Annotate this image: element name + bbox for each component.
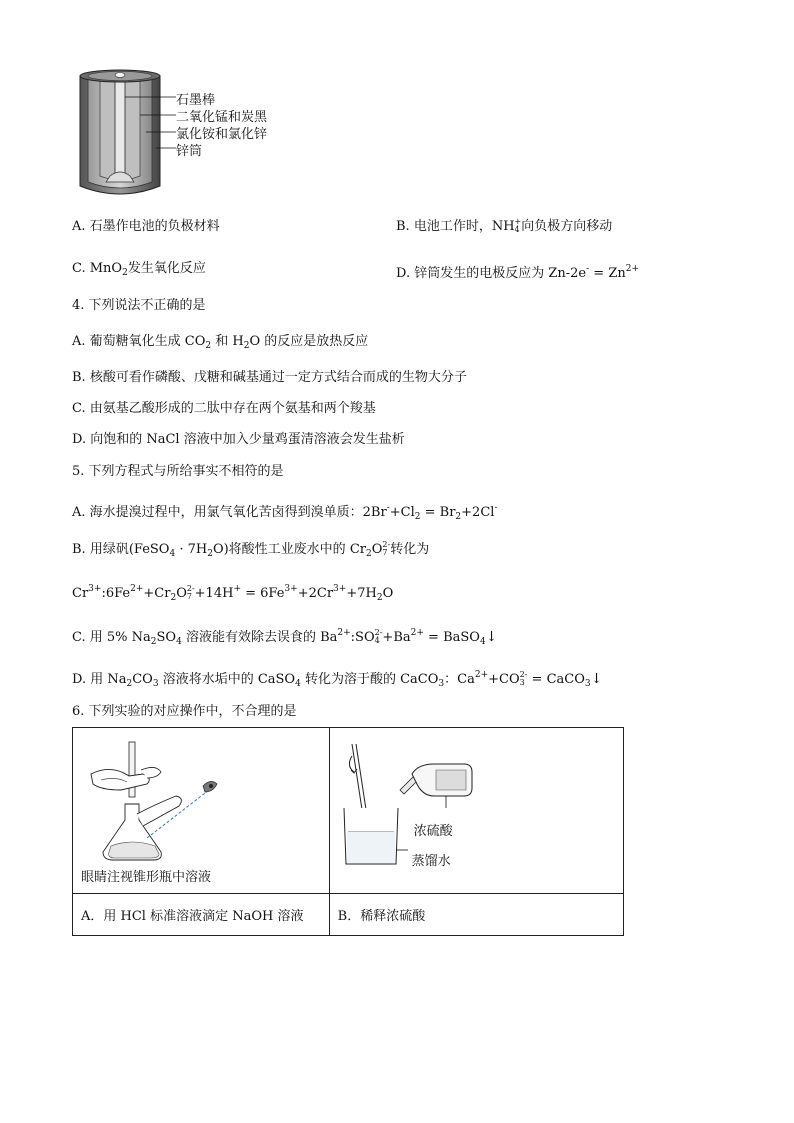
q5-b-sub3: 2 <box>365 549 372 559</box>
q5-d-ion-sup: 2- <box>519 670 528 679</box>
q5-d-t7: = CaCO <box>527 672 585 687</box>
q6-cell-a-figure <box>73 728 330 894</box>
q3-b-sub: 4 <box>514 225 520 234</box>
q5-b2-t8: +7H <box>346 586 377 601</box>
q5-d-ion-sub: 3 <box>519 678 525 687</box>
q6-option-a: A．用 HCl 标准溶液滴定 NaOH 溶液 <box>81 909 304 924</box>
q4-a-post: O 的反应是放热反应 <box>249 334 369 349</box>
q5-b-sub2: 2 <box>207 549 213 559</box>
battery-label-zinc: 锌筒 <box>176 144 203 159</box>
q5-a-sub1: 2 <box>414 512 421 522</box>
q4-a-sub1: 2 <box>205 341 212 351</box>
precipitate-arrow-icon: ↓ <box>590 671 603 687</box>
q5-b2-t3: +Cr <box>143 586 171 601</box>
q6-table <box>72 727 624 936</box>
q5-d-t6: +CO <box>488 672 520 687</box>
q5-c-ion-sup: 2- <box>374 628 383 637</box>
q3-d-sup2: 2+ <box>625 264 640 274</box>
q6-label-distilled-water: 蒸馏水 <box>411 854 451 869</box>
q4-a-sub2: 2 <box>243 341 250 351</box>
battery-label-mno2: 二氧化锰和炭黑 <box>176 110 268 125</box>
q3-c-sub: 2 <box>122 268 128 278</box>
q5-d-sub1: 2 <box>126 679 133 689</box>
q3-b-post: 向负极方向移动 <box>521 219 613 234</box>
q5-c-t6: = BaSO <box>423 630 480 645</box>
q6-option-b: B．稀释浓硫酸 <box>337 909 426 924</box>
q4-option-d: D. 向饱和的 NaCl 溶液中加入少量鸡蛋清溶液会发生盐析 <box>72 432 405 447</box>
q6-cell-a-caption: 眼睛注视锥形瓶中溶液 <box>81 870 212 885</box>
q6-label-conc-sulfuric: 浓硫酸 <box>413 824 453 839</box>
battery-label-graphite: 石墨棒 <box>176 93 216 108</box>
q5-c-sub3: 4 <box>479 637 486 647</box>
q5-a-sup1: - <box>386 503 390 513</box>
q5-b2-t1: Cr <box>72 586 89 601</box>
q5-b-t2: · 7H <box>175 542 208 557</box>
titration-diagram <box>81 734 231 864</box>
q5-b2-sub2: 2 <box>376 593 383 603</box>
q5-a-sup2: - <box>494 503 498 513</box>
q5-option-a <box>72 499 497 526</box>
q5-c-t5: +Ba <box>382 630 411 645</box>
q6-cell-b-label <box>329 894 623 936</box>
q4-option-c: C. 由氨基乙酸形成的二肽中存在两个氨基和两个羧基 <box>72 401 376 416</box>
q5-a-t3: = Br <box>420 505 456 520</box>
precipitate-arrow-icon: ↓ <box>485 629 498 645</box>
q5-b-sub1: 4 <box>169 549 176 559</box>
q5-option-b-equation <box>72 580 393 607</box>
q5-d-t5: ：Ca <box>444 672 475 687</box>
q3-c-post: 发生氧化反应 <box>127 261 206 276</box>
q5-c-sup2: 2+ <box>410 628 424 638</box>
q4-a-mid: 和 H <box>211 334 244 349</box>
battery-labels <box>176 92 267 160</box>
q3-c-text: C. MnO <box>72 261 123 276</box>
q5-c-sup1: 2+ <box>337 628 351 638</box>
q4-option-a <box>72 333 368 355</box>
q3-d-sup1: - <box>586 264 590 274</box>
q5-b-t4: O <box>371 542 383 557</box>
q5-d-sub2: 3 <box>152 679 159 689</box>
q5-b2-t5: +14H <box>194 586 234 601</box>
q3-option-a: A. 石墨作电池的负极材料 <box>72 219 220 234</box>
q5-a-t2: +Cl <box>389 505 415 520</box>
q5-d-t3: 溶液将水垢中的 CaSO <box>158 672 296 687</box>
q6-cell-b-figure <box>329 728 623 894</box>
q5-d-sub5: 3 <box>584 679 591 689</box>
q5-c-ion-sub: 4 <box>374 636 380 645</box>
q3-option-d <box>396 260 639 283</box>
q5-b2-ion-sup: 2- <box>186 584 195 593</box>
q5-b2-t9: O <box>382 586 394 601</box>
q5-b2-sup2: 2+ <box>130 584 144 594</box>
q3-option-c <box>72 260 206 282</box>
q4-option-b: B. 核酸可看作磷酸、戊糖和碱基通过一定方式结合而成的生物大分子 <box>72 370 467 385</box>
battery-diagram <box>70 64 180 204</box>
q5-d-sub4: 3 <box>438 679 445 689</box>
q5-d-sup1: 2+ <box>474 670 489 680</box>
q5-b-text: B. 用绿矾(FeSO <box>72 542 170 557</box>
q5-a-t4: +2Cl <box>461 505 495 520</box>
battery-label-nh4cl: 氯化铵和氯化锌 <box>176 127 268 142</box>
q5-b2-t7: +2Cr <box>297 586 334 601</box>
q5-b2-sup5: 3+ <box>333 584 347 594</box>
q5-b-ion-sub: 7 <box>382 548 388 557</box>
q5-c-t3: 溶液能有效除去误食的 Ba <box>181 630 338 645</box>
q5-b2-ion-sub: 7 <box>186 592 192 601</box>
q5-d-sub3: 4 <box>295 679 301 689</box>
q3-option-b <box>396 218 612 236</box>
q4-a-text: A. 葡萄糖氧化生成 CO <box>72 334 206 349</box>
q5-c-text: C. 用 5% Na <box>72 630 151 645</box>
q6-stem: 6. 下列实验的对应操作中，不合理的是 <box>72 704 297 719</box>
q5-c-t4: :SO <box>350 630 375 645</box>
q5-stem: 5. 下列方程式与所给事实不相符的是 <box>72 464 284 479</box>
q5-b2-t4: O <box>176 586 187 601</box>
q5-b2-ion <box>187 585 195 601</box>
q5-d-t4: 转化为溶于酸的 CaCO <box>300 672 439 687</box>
q5-c-sub2: 4 <box>176 637 182 647</box>
q5-b2-sub1: 2 <box>170 593 177 603</box>
q4-stem: 4. 下列说法不正确的是 <box>72 298 206 313</box>
q5-d-text: D. 用 Na <box>72 672 127 687</box>
q5-b-t3: O)将酸性工业废水中的 Cr <box>212 542 366 557</box>
q5-d-t2: CO <box>132 672 153 687</box>
q3-d-mid: = Zn <box>589 266 626 281</box>
q5-b-post: 转化为 <box>390 542 430 557</box>
q5-a-sub2: 2 <box>455 512 462 522</box>
q3-b-sup: + <box>514 217 522 226</box>
q5-option-d <box>72 666 602 693</box>
dilution-diagram <box>338 736 478 866</box>
q5-b2-sup4: 3+ <box>284 584 298 594</box>
q3-d-text: D. 锌筒发生的电极反应为 Zn-2e <box>396 266 587 281</box>
q3-b-text: B. 电池工作时，NH <box>396 219 515 234</box>
q5-c-t2: SO <box>156 630 177 645</box>
q6-cell-a-label <box>73 894 330 936</box>
q5-b2-t2: :6Fe <box>101 586 131 601</box>
q5-c-sub1: 2 <box>150 637 157 647</box>
q5-option-c <box>72 624 497 651</box>
q5-b2-sup3: + <box>233 584 241 594</box>
q5-b2-t6: = 6Fe <box>240 586 285 601</box>
q5-option-b <box>72 541 429 563</box>
q5-a-text: A. 海水提溴过程中，用氯气氧化苦卤得到溴单质：2Br <box>72 505 387 520</box>
q5-b2-sup1: 3+ <box>88 584 102 594</box>
q5-b-ion-sup: 2- <box>382 540 391 549</box>
